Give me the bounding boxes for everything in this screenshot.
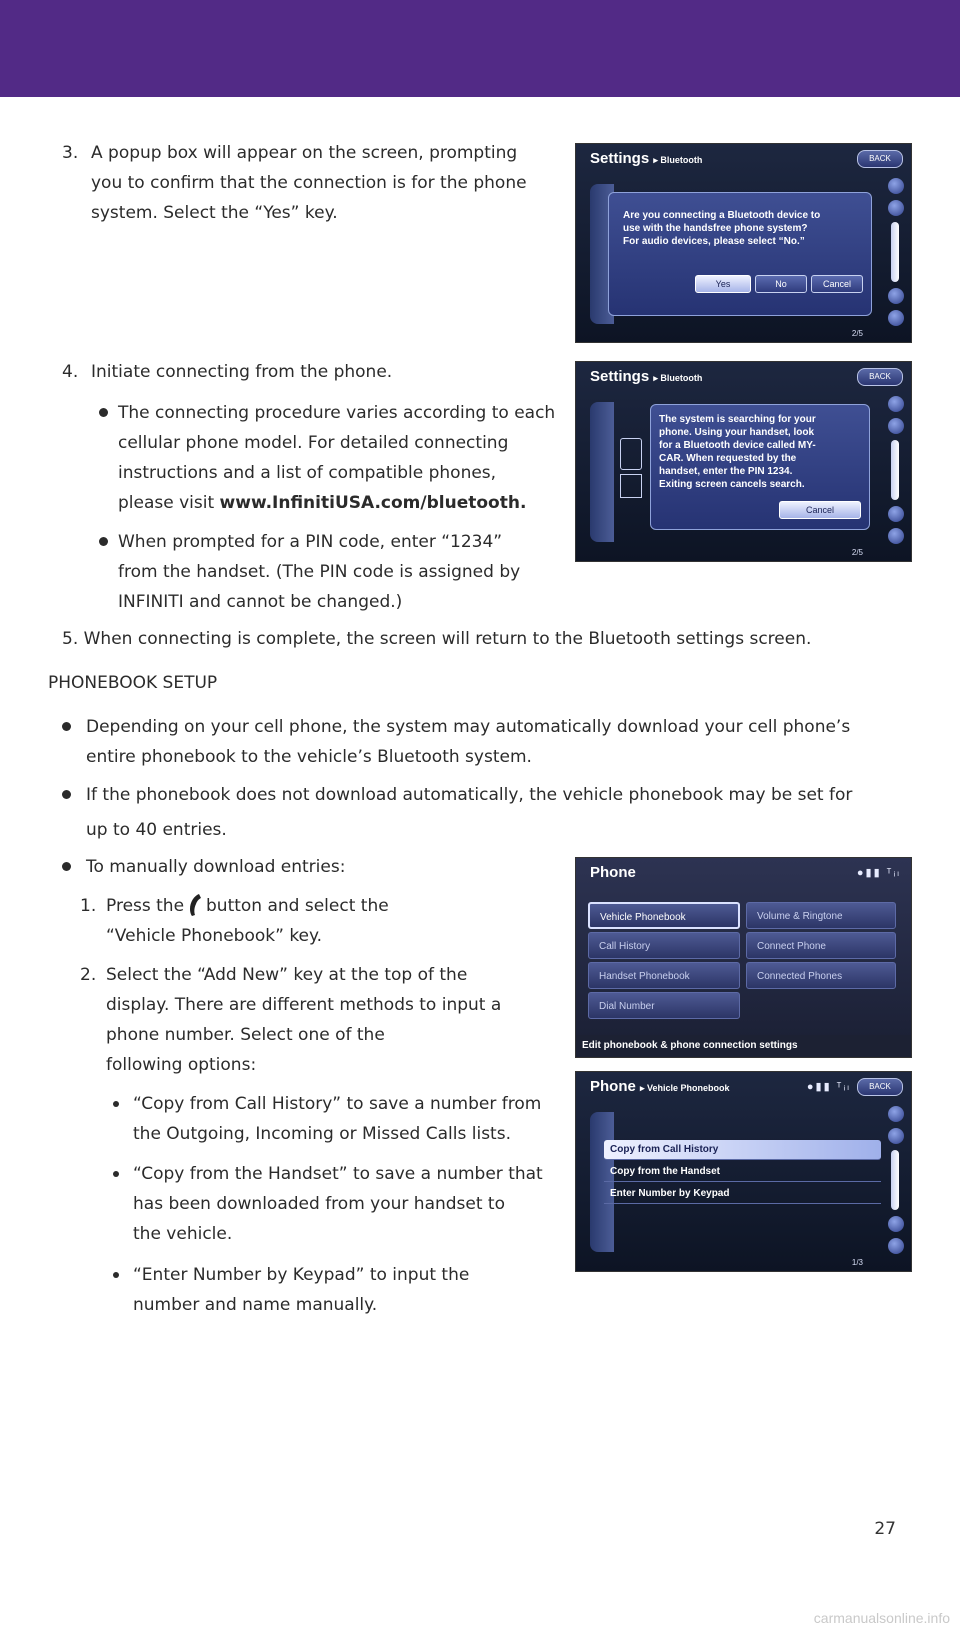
sub-bullet-dot <box>113 1101 119 1107</box>
step4-b2-line-3: INFINITI and cannot be changed.) <box>118 592 403 612</box>
step4-b1-line-2: cellular phone model. For detailed connecting <box>118 433 509 453</box>
keypad-device-icon <box>620 474 642 498</box>
side-pane <box>590 1112 614 1252</box>
rail-down-icon[interactable] <box>888 506 904 522</box>
option2-line-3: the vehicle. <box>133 1224 233 1244</box>
screenshot-phone-menu <box>575 857 912 1058</box>
step3-number: 3. <box>62 143 79 163</box>
scroll-rail[interactable] <box>887 1106 905 1261</box>
bullet-dot <box>62 790 71 799</box>
step3-line-3: system. Select the “Yes” key. <box>91 203 338 223</box>
dialog-line-3: For audio devices, please select “No.” <box>623 236 805 247</box>
pb-b1-line-2: entire phonebook to the vehicle’s Bluetooth system. <box>86 747 532 767</box>
option1-line-1: “Copy from Call History” to save a number from <box>133 1094 542 1114</box>
pb-sub2-line-3: phone number. Select one of the <box>106 1025 385 1045</box>
dialog-line-1: Are you connecting a Bluetooth device to <box>623 210 821 221</box>
status-icons: ●▮▮ ᵀᵢₗ <box>856 867 901 879</box>
screen-title: Phone ▸ Vehicle Phonebook <box>590 1078 730 1095</box>
search-dialog <box>650 404 870 530</box>
screen-title: Phone <box>590 864 636 881</box>
sub-bullet-dot <box>113 1272 119 1278</box>
scroll-rail[interactable] <box>887 178 905 332</box>
menu-vehicle-phonebook[interactable]: Vehicle Phonebook <box>588 902 740 929</box>
pb-b1-line-1: Depending on your cell phone, the system may automatically download your cell phone’s <box>86 717 851 737</box>
rail-down2-icon[interactable] <box>888 528 904 544</box>
page-indicator: 2/5 <box>851 329 863 338</box>
menu-volume-ringtone[interactable]: Volume & Ringtone <box>746 902 896 929</box>
rail-up2-icon[interactable] <box>888 418 904 434</box>
row-copy-handset[interactable]: Copy from the Handset <box>604 1162 881 1182</box>
page-indicator: 1/3 <box>851 1258 863 1267</box>
screenshot-bluetooth-confirm <box>575 143 912 343</box>
handset-device-icon <box>620 438 642 470</box>
status-icons: ●▮▮ ᵀᵢₗ <box>806 1081 851 1093</box>
menu-handset-phonebook[interactable]: Handset Phonebook <box>588 962 740 989</box>
scroll-rail[interactable] <box>887 396 905 551</box>
step3-line-1: A popup box will appear on the screen, prompting <box>91 143 518 163</box>
step4-number: 4. <box>62 362 79 382</box>
dialog-line-3: for a Bluetooth device called MY- <box>659 440 816 451</box>
pb-sub2-line-1: Select the “Add New” key at the top of the <box>106 965 468 985</box>
step4-line: Initiate connecting from the phone. <box>91 362 393 382</box>
rail-down-icon[interactable] <box>888 288 904 304</box>
back-button[interactable]: BACK <box>857 368 903 386</box>
dialog-line-2: use with the handsfree phone system? <box>623 223 808 234</box>
screen-title: Settings ▸ Bluetooth <box>590 150 703 167</box>
step4-b1-line-1: The connecting procedure varies according to each <box>118 403 556 423</box>
pb-sub1-line-2: “Vehicle Phonebook” key. <box>106 926 323 946</box>
menu-connect-phone[interactable]: Connect Phone <box>746 932 896 959</box>
no-button[interactable]: No <box>755 275 807 293</box>
page-indicator: 2/5 <box>851 548 863 557</box>
rail-up2-icon[interactable] <box>888 200 904 216</box>
row-copy-call-history[interactable]: Copy from Call History <box>604 1140 881 1160</box>
rail-up-icon[interactable] <box>888 1106 904 1122</box>
rail-down-icon[interactable] <box>888 1216 904 1232</box>
screen-title: Settings ▸ Bluetooth <box>590 368 703 385</box>
page-number: 27 <box>874 1519 896 1539</box>
menu-connected-phones[interactable]: Connected Phones <box>746 962 896 989</box>
screenshot-bluetooth-search <box>575 361 912 562</box>
pb-sub2-line-4: following options: <box>106 1055 257 1075</box>
dialog-line-6: Exiting screen cancels search. <box>659 479 805 490</box>
yes-button[interactable]: Yes <box>695 275 751 293</box>
phonebook-heading: PHONEBOOK SETUP <box>48 673 218 693</box>
header-bar <box>0 0 960 97</box>
pb-b3-line: To manually download entries: <box>86 857 346 877</box>
side-pane <box>590 402 614 542</box>
step3-line-2: you to confirm that the connection is for the phone <box>91 173 527 193</box>
phone-handset-icon <box>188 893 202 921</box>
pb-sub2-number: 2. <box>80 965 97 985</box>
back-button[interactable]: BACK <box>857 150 903 168</box>
option3-line-1: “Enter Number by Keypad” to input the <box>133 1265 470 1285</box>
pb-sub1-post: button and select the <box>206 896 389 916</box>
dialog-line-4: CAR. When requested by the <box>659 453 797 464</box>
bullet-dot <box>99 537 108 546</box>
sub-bullet-dot <box>113 1171 119 1177</box>
bullet-dot <box>62 722 71 731</box>
dialog-line-2: phone. Using your handset, look <box>659 427 815 438</box>
dialog-line-5: handset, enter the PIN 1234. <box>659 466 793 477</box>
scrollbar[interactable] <box>891 222 899 282</box>
screenshot-vehicle-phonebook <box>575 1071 912 1272</box>
pb-sub2-line-2: display. There are different methods to input a <box>106 995 502 1015</box>
rail-down2-icon[interactable] <box>888 310 904 326</box>
rail-up-icon[interactable] <box>888 178 904 194</box>
rail-down2-icon[interactable] <box>888 1238 904 1254</box>
pb-b2-line-2: up to 40 entries. <box>86 820 227 840</box>
menu-dial-number[interactable]: Dial Number <box>588 992 740 1019</box>
pb-b2-line-1: If the phonebook does not download automatically, the vehicle phonebook may be set for <box>86 785 853 805</box>
back-button[interactable]: BACK <box>857 1078 903 1096</box>
scrollbar[interactable] <box>891 1150 899 1210</box>
option1-line-2: the Outgoing, Incoming or Missed Calls lists. <box>133 1124 511 1144</box>
option3-line-2: number and name manually. <box>133 1295 378 1315</box>
menu-call-history[interactable]: Call History <box>588 932 740 959</box>
bullet-dot <box>62 862 71 871</box>
watermark: carmanualsonline.info <box>813 1610 950 1626</box>
pb-sub1-pre: Press the <box>106 896 185 916</box>
rail-up2-icon[interactable] <box>888 1128 904 1144</box>
pb-sub1-number: 1. <box>80 896 97 916</box>
bullet-dot <box>99 408 108 417</box>
visit-prefix: please visit <box>118 493 220 513</box>
bluetooth-url-link[interactable]: www.InfinitiUSA.com/bluetooth. <box>219 493 527 513</box>
step4-b2-line-2: from the handset. (The PIN code is assigned by <box>118 562 521 582</box>
step4-b1-line-4 <box>118 488 526 518</box>
step4-b2-line-1: When prompted for a PIN code, enter “1234” <box>118 532 503 552</box>
cancel-button[interactable]: Cancel <box>779 501 861 519</box>
cancel-button[interactable]: Cancel <box>811 275 863 293</box>
option2-line-1: “Copy from the Handset” to save a number that <box>133 1164 543 1184</box>
confirm-dialog <box>608 192 872 316</box>
screen-footer: Edit phonebook & phone connection settings <box>576 1035 911 1057</box>
dialog-line-1: The system is searching for your <box>659 414 816 425</box>
option2-line-2: has been downloaded from your handset to <box>133 1194 505 1214</box>
step5-line: 5. When connecting is complete, the screen will return to the Bluetooth settings screen. <box>62 629 812 649</box>
row-enter-keypad[interactable]: Enter Number by Keypad <box>604 1184 881 1204</box>
rail-up-icon[interactable] <box>888 396 904 412</box>
scrollbar[interactable] <box>891 440 899 500</box>
step4-b1-line-3: instructions and a list of compatible phones, <box>118 463 497 483</box>
